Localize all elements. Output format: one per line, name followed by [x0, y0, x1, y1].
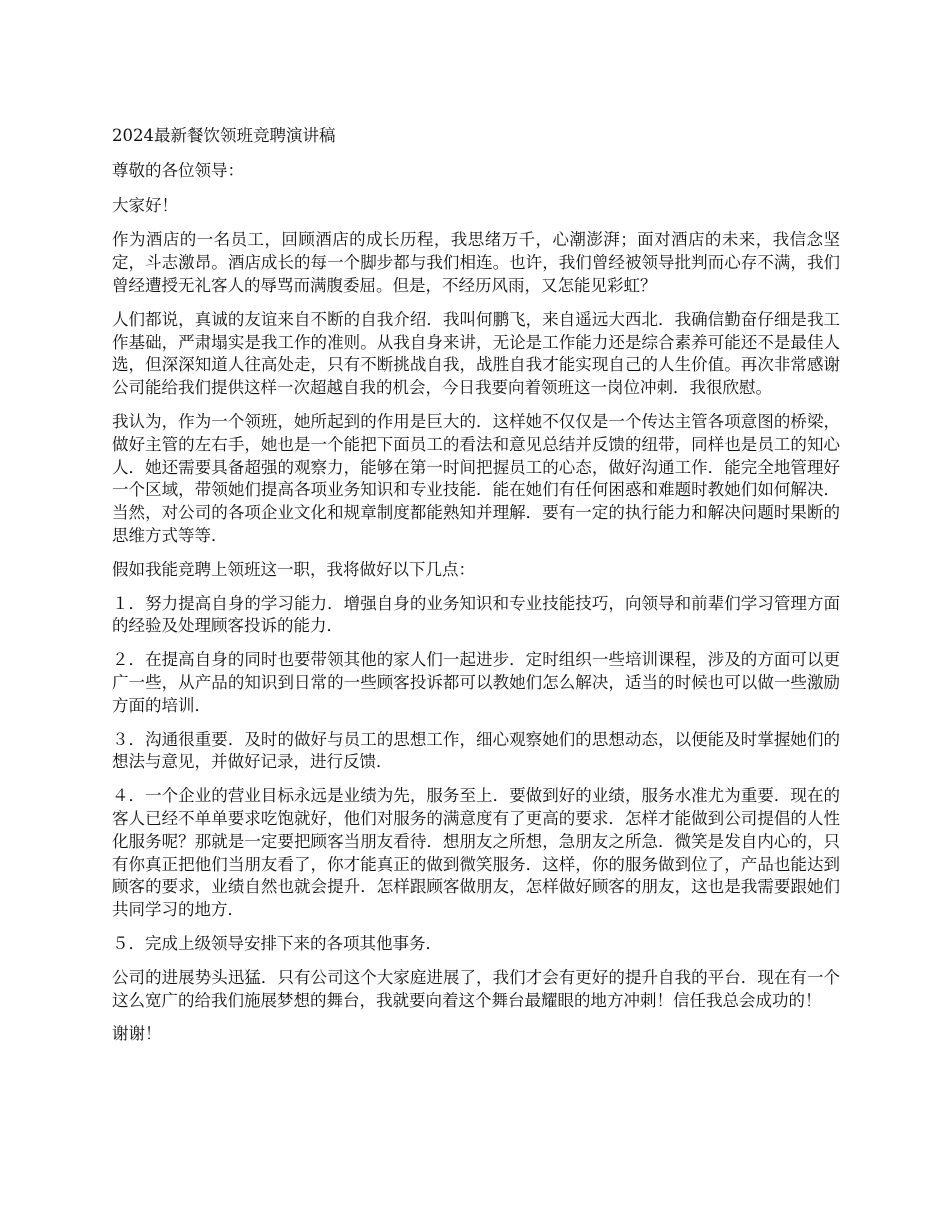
paragraph-plan-lead: 假如我能竞聘上领班这一职，我将做好以下几点： [112, 559, 475, 579]
document-body [112, 125, 840, 1057]
list-item-2: ２．在提高自身的同时也要带领其他的家人们一起进步．定时组织一些培训课程，涉及的方面可以更广一些，从产品的知识到日常的一些顾客投诉都可以教她们怎么解决，适当的时候也可以做一些激励方面的培训． [112, 650, 840, 715]
list-item-1: １．努力提高自身的学习能力．增强自身的业务知识和专业技能技巧，向领导和前辈们学习管理方面的经验及处理顾客投诉的能力． [112, 593, 840, 636]
paragraph-self-introduction: 人们都说，真诚的友谊来自不断的自我介绍．我叫何鹏飞，来自遥远大西北．我确信勤奋仔细是我工作基础，严肃塌实是我工作的准则。从我自身来讲，无论是工作能力还是综合素养可能还不是最佳人选，但深深知道人往高处走，只有不断挑战自我，战胜自我才能实现自己的人生价值。再次非常感谢公司能给我们提供这样一次超越自我的机会，今日我要向着领班这一岗位冲刺．我很欣慰。 [112, 309, 840, 398]
document-title: 2024最新餐饮领班竞聘演讲稿 [112, 126, 336, 145]
paragraph-role-of-supervisor: 我认为，作为一个领班，她所起到的作用是巨大的．这样她不仅仅是一个传达主管各项意图的桥梁，做好主管的左右手，她也是一个能把下面员工的看法和意见总结并反馈的纽带，同样也是员工的知心人．她还需要具备超强的观察力，能够在第一时间把握员工的心态，做好沟通工作．能完全地管理好一个区域，带领她们提高各项业务知识和专业技能．能在她们有任何困惑和难题时教她们如何解决．当然，对公司的各项企业文化和规章制度都能熟知并理解．要有一定的执行能力和解决问题时果断的思维方式等等． [112, 411, 840, 545]
list-item-4: ４．一个企业的营业目标永远是业绩为先，服务至上．要做到好的业绩，服务水准尤为重要．现在的客人已经不单单要求吃饱就好，他们对服务的满意度有了更高的要求．怎样才能做到公司提倡的人性化服务呢？那就是一定要把顾客当朋友看待．想朋友之所想，急朋友之所急．微笑是发自内心的，只有你真正把他们当朋友看了，你才能真正的做到微笑服务．这样，你的服务做到位了，产品也能达到顾客的要求，业绩自然也就会提升．怎样跟顾客做朋友，怎样做好顾客的朋友，这也是我需要跟她们共同学习的地方． [112, 786, 840, 920]
list-item-3: ３．沟通很重要．及时的做好与员工的思想工作，细心观察她们的思想动态，以便能及时掌握她们的想法与意见，并做好记录，进行反馈． [112, 729, 840, 772]
greeting: 大家好！ [112, 195, 178, 215]
closing: 谢谢！ [112, 1024, 162, 1044]
list-item-5: ５．完成上级领导安排下来的各项其他事务． [112, 933, 442, 953]
paragraph-intro: 作为酒店的一名员工，回顾酒店的成长历程，我思绪万千，心潮澎湃；面对酒店的未来，我信念坚定，斗志激昂。酒店成长的每一个脚步都与我们相连。也许，我们曾经被领导批判而心存不满，我们曾经遭授无礼客人的辱骂而满腹委屈。但是，不经历风雨，又怎能见彩虹？ [112, 230, 840, 295]
salutation: 尊敬的各位领导： [112, 160, 244, 180]
paragraph-conclusion: 公司的进展势头迅猛．只有公司这个大家庭进展了，我们才会有更好的提升自我的平台．现在有一个这么宽广的给我们施展梦想的舞台，我就要向着这个舞台最耀眼的地方冲刺！信任我总会成功的！ [112, 967, 840, 1010]
